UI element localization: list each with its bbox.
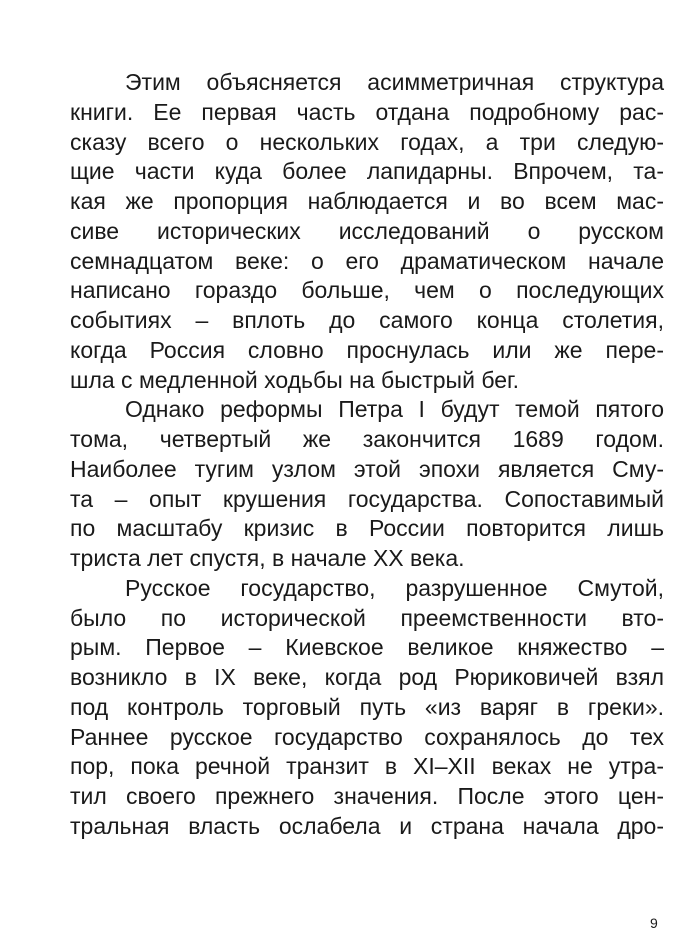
text-line: Раннее русское государство сохранялось до тех <box>70 723 664 750</box>
text-line: событиях – вплоть до самого конца столетия, <box>70 307 664 333</box>
text-line: Однако реформы Петра I будут темой пятого <box>125 396 664 423</box>
text-line: сказу всего о нескольких годах, а три следую- <box>70 128 664 155</box>
text-line: было по исторической преемственности вто- <box>70 604 664 631</box>
text-line: Наиболее тугим узлом этой эпохи является Сму- <box>70 455 664 482</box>
body-text <box>70 68 664 842</box>
paragraph <box>70 574 664 842</box>
text-line: семнадцатом веке: о его драматическом начале <box>70 247 664 274</box>
text-line: тома, четвертый же закончится 1689 годом. <box>70 426 664 452</box>
text-line: сиве исторических исследований о русском <box>70 217 664 244</box>
text-line: Этим объясняется асимметричная структура <box>125 69 664 95</box>
text-line: под контроль торговый путь «из варяг в греки». <box>70 693 664 720</box>
text-line: тральная власть ослабела и страна начала дро- <box>70 812 664 839</box>
text-line: шла с медленной ходьбы на быстрый бег. <box>70 366 519 393</box>
text-line: тил своего прежнего значения. После этого цен- <box>70 783 664 809</box>
page-number: 9 <box>650 915 658 931</box>
text-line: когда Россия словно проснулась или же пере- <box>70 336 664 363</box>
text-line: триста лет спустя, в начале XX века. <box>70 545 465 571</box>
text-line: книги. Ее первая часть отдана подробному рас- <box>70 98 664 125</box>
text-line: та – опыт крушения государства. Сопоставимый <box>70 485 664 512</box>
text-line: возникло в IX веке, когда род Рюриковичей взял <box>70 664 664 690</box>
text-line: рым. Первое – Киевское великое княжество – <box>70 634 664 661</box>
text-line: щие части куда более лапидарны. Впрочем, та- <box>70 158 664 185</box>
paragraph <box>70 68 664 395</box>
paragraph <box>70 395 664 574</box>
text-line: кая же пропорция наблюдается и во всем мас- <box>70 188 664 214</box>
text-line: пор, пока речной транзит в XI–XII веках не утра- <box>70 753 664 780</box>
text-line: Русское государство, разрушенное Смутой, <box>125 574 664 601</box>
text-line: по масштабу кризис в России повторится лишь <box>70 515 664 542</box>
text-line: написано гораздо больше, чем о последующих <box>70 277 664 304</box>
